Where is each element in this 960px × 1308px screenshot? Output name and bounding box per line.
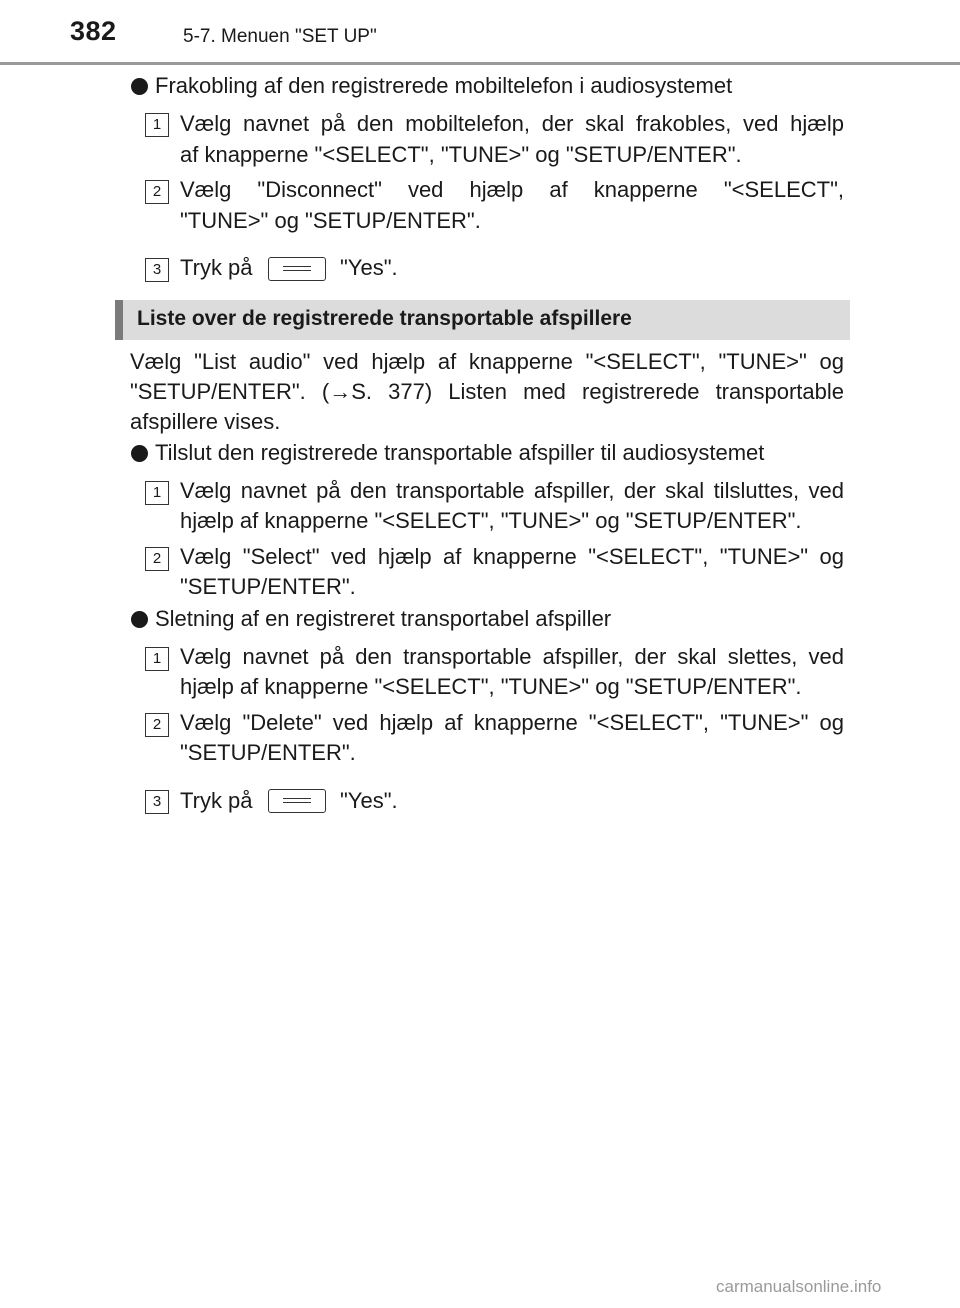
step-number-icon: 3 bbox=[145, 790, 169, 814]
step-number-icon: 1 bbox=[145, 647, 169, 671]
step-number-icon: 1 bbox=[145, 113, 169, 137]
step-number-icon: 1 bbox=[145, 481, 169, 505]
step-text: "SETUP/ENTER". bbox=[180, 740, 356, 765]
page-header bbox=[0, 0, 960, 62]
step-text: Vælg "Delete" ved hjælp af knapperne "<SELECT", "TUNE>" og bbox=[180, 710, 844, 735]
bullet-heading: Tilslut den registrerede transportable afspiller til audiosystemet bbox=[155, 440, 765, 465]
step-number-icon: 2 bbox=[145, 180, 169, 204]
page-number: 382 bbox=[70, 16, 117, 46]
step-text: Tryk på bbox=[180, 788, 253, 813]
step-text: "Yes". bbox=[340, 788, 398, 813]
watermark: carmanualsonline.info bbox=[716, 1277, 882, 1296]
step-number-icon: 3 bbox=[145, 258, 169, 282]
section-title: 5-7. Menuen "SET UP" bbox=[183, 26, 377, 47]
subheading-bar bbox=[115, 300, 850, 340]
step-text: Vælg navnet på den mobiltelefon, der skal frakobles, ved hjælp bbox=[180, 111, 844, 136]
button-icon bbox=[268, 257, 326, 281]
step-text: Tryk på bbox=[180, 255, 253, 280]
step-text: af knapperne "<SELECT", "TUNE>" og "SETUP/ENTER". bbox=[180, 142, 742, 167]
button-icon bbox=[268, 789, 326, 813]
paragraph-text: Vælg "List audio" ved hjælp af knapperne "<SELECT", "TUNE>" og bbox=[130, 349, 844, 374]
step-text: "TUNE>" og "SETUP/ENTER". bbox=[180, 208, 481, 233]
step-text: "Yes". bbox=[340, 255, 398, 280]
step-text: Vælg "Disconnect" ved hjælp af knapperne "<SELECT", bbox=[180, 177, 844, 202]
paragraph-text: afspillere vises. bbox=[130, 409, 281, 434]
step-text: Vælg navnet på den transportable afspiller, der skal slettes, ved bbox=[180, 644, 844, 669]
bullet-heading: Frakobling af den registrerede mobiltelefon i audiosystemet bbox=[155, 73, 733, 98]
step-text: hjælp af knapperne "<SELECT", "TUNE>" og "SETUP/ENTER". bbox=[180, 508, 802, 533]
bullet-heading: Sletning af en registreret transportabel afspiller bbox=[155, 606, 612, 631]
bullet-icon bbox=[131, 78, 148, 95]
step-text: "SETUP/ENTER". bbox=[180, 574, 356, 599]
step-text: hjælp af knapperne "<SELECT", "TUNE>" og "SETUP/ENTER". bbox=[180, 674, 802, 699]
step-number-icon: 2 bbox=[145, 547, 169, 571]
subheading-title: Liste over de registrerede transportable afspillere bbox=[137, 307, 632, 330]
step-number-icon: 2 bbox=[145, 713, 169, 737]
header-divider bbox=[0, 62, 960, 65]
step-text: Vælg navnet på den transportable afspiller, der skal tilsluttes, ved bbox=[180, 478, 844, 503]
bullet-icon bbox=[131, 445, 148, 462]
paragraph-text: "SETUP/ENTER". (→S. 377) Listen med registrerede transportable bbox=[130, 379, 844, 404]
bullet-icon bbox=[131, 611, 148, 628]
step-text: Vælg "Select" ved hjælp af knapperne "<SELECT", "TUNE>" og bbox=[180, 544, 844, 569]
